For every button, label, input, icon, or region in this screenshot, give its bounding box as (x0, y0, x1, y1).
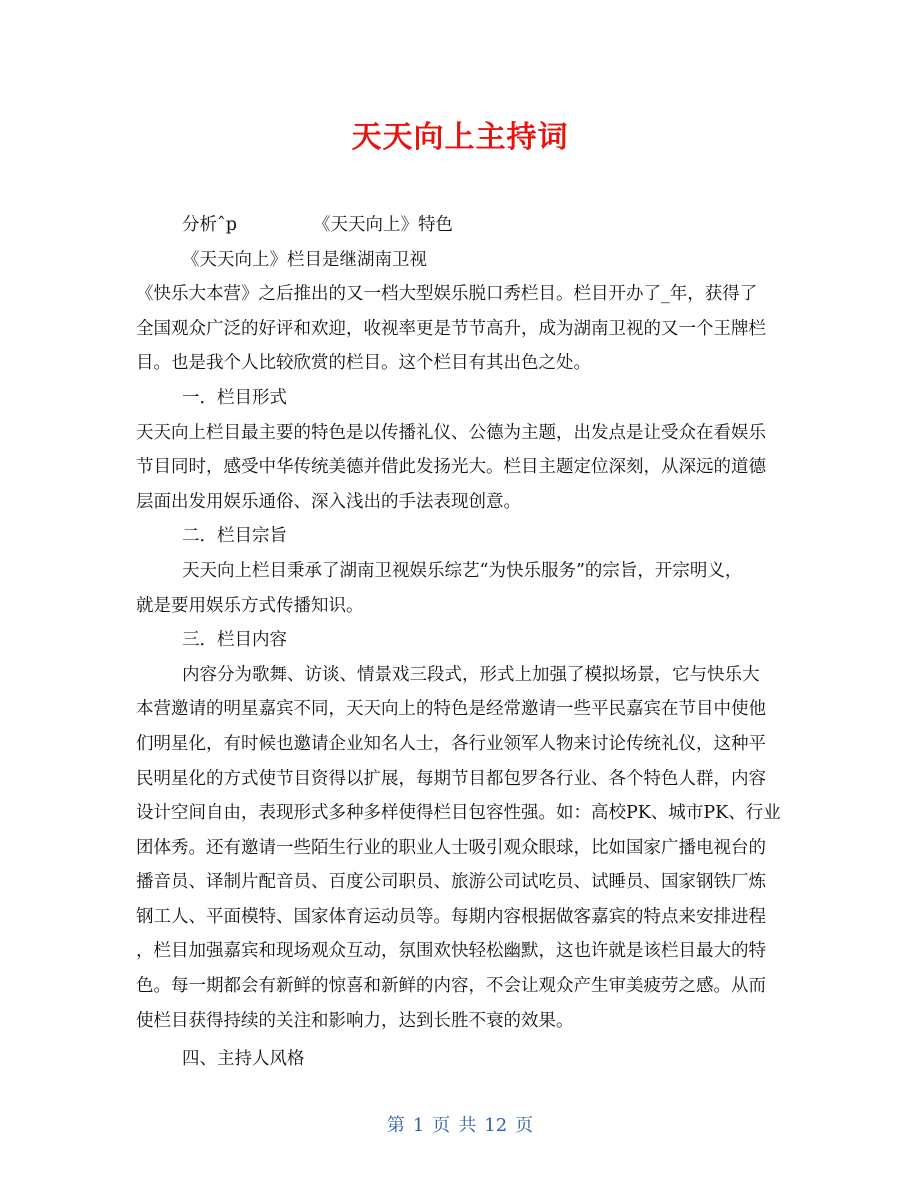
paragraph-line: 天天向上栏目秉承了湖南卫视娱乐综艺“为快乐服务”的宗旨，开宗明义， (182, 560, 743, 581)
section-heading: 一．栏目形式 (182, 387, 287, 408)
section-heading: 三．栏目内容 (182, 630, 287, 651)
paragraph-line: 民明星化的方式使节目资得以扩展，每期节目都包罗各行业、各个特色人群，内容 (136, 768, 766, 789)
page-footer (0, 1112, 920, 1140)
paragraph-line: 们明星化，有时候也邀请企业知名人士，各行业领军人物来讨论传统礼仪，这种平 (136, 733, 766, 754)
paragraph-line: 《快乐大本营》之后推出的又一档大型娱乐脱口秀栏目。栏目开办了_年，获得了 (136, 284, 758, 305)
footer-word: 第 (386, 1115, 405, 1136)
footer-word: 共 (458, 1115, 477, 1136)
paragraph-line: 团体秀。还有邀请一些陌生行业的职业人士吸引观众眼球，比如国家广播电视台的 (136, 837, 766, 858)
paragraph-line: 节目同时，感受中华传统美德并借此发扬光大。栏目主题定位深刻，从深远的道德 (136, 457, 766, 478)
paragraph-line: 《天天向上》栏目是继湖南卫视 (182, 249, 427, 270)
document-title: 天天向上主持词 (351, 120, 569, 155)
paragraph-line: 全国观众广泛的好评和欢迎，收视率更是节节高升，成为湖南卫视的又一个王牌栏 (136, 318, 766, 339)
paragraph-line (136, 208, 790, 243)
current-page-number: 1 (412, 1115, 425, 1136)
paragraph-line: 播音员、译制片配音员、百度公司职员、旅游公司试吃员、试睡员、国家钢铁厂炼 (136, 872, 766, 893)
paragraph-line: 层面出发用娱乐通俗、深入浅出的手法表现创意。 (136, 491, 521, 512)
paragraph-line: 天天向上栏目最主要的特色是以传播礼仪、公德为主题，出发点是让受众在看娱乐 (136, 422, 766, 443)
paragraph-line: 目。也是我个人比较欣赏的栏目。这个栏目有其出色之处。 (136, 353, 591, 374)
paragraph-line: 就是要用娱乐方式传播知识。 (136, 595, 364, 616)
footer-word: 页 (432, 1115, 451, 1136)
paragraph-line: 本营邀请的明星嘉宾不同，天天向上的特色是经常邀请一些平民嘉宾在节目中使他 (136, 699, 766, 720)
total-page-count: 12 (484, 1115, 508, 1136)
paragraph-line: 设计空间自由，表现形式多种多样使得栏目包容性强。如：高校PK、城市PK、行业 (136, 803, 781, 824)
section-heading: 四、主持人风格 (182, 1049, 305, 1070)
paragraph-line: 使栏目获得持续的关注和影响力，达到长胜不衰的效果。 (136, 1010, 574, 1031)
analysis-label: 分析ˆp (182, 215, 237, 235)
paragraph-line: ，栏目加强嘉宾和现场观众互动，氛围欢快轻松幽默，这也许就是该栏目最大的特 (136, 941, 766, 962)
paragraph-line: 内容分为歌舞、访谈、情景戏三段式，形式上加强了模拟场景，它与快乐大 (182, 664, 760, 685)
analysis-heading: 《天天向上》特色 (312, 215, 453, 235)
document-body (136, 208, 790, 1077)
paragraph-line: 色。每一期都会有新鲜的惊喜和新鲜的内容，不会让观众产生审美疲劳之感。从而 (136, 976, 766, 997)
paragraph-line: 钢工人、平面模特、国家体育运动员等。每期内容根据做客嘉宾的特点来安排进程 (136, 906, 766, 927)
section-heading: 二．栏目宗旨 (182, 526, 287, 547)
footer-word: 页 (515, 1115, 534, 1136)
